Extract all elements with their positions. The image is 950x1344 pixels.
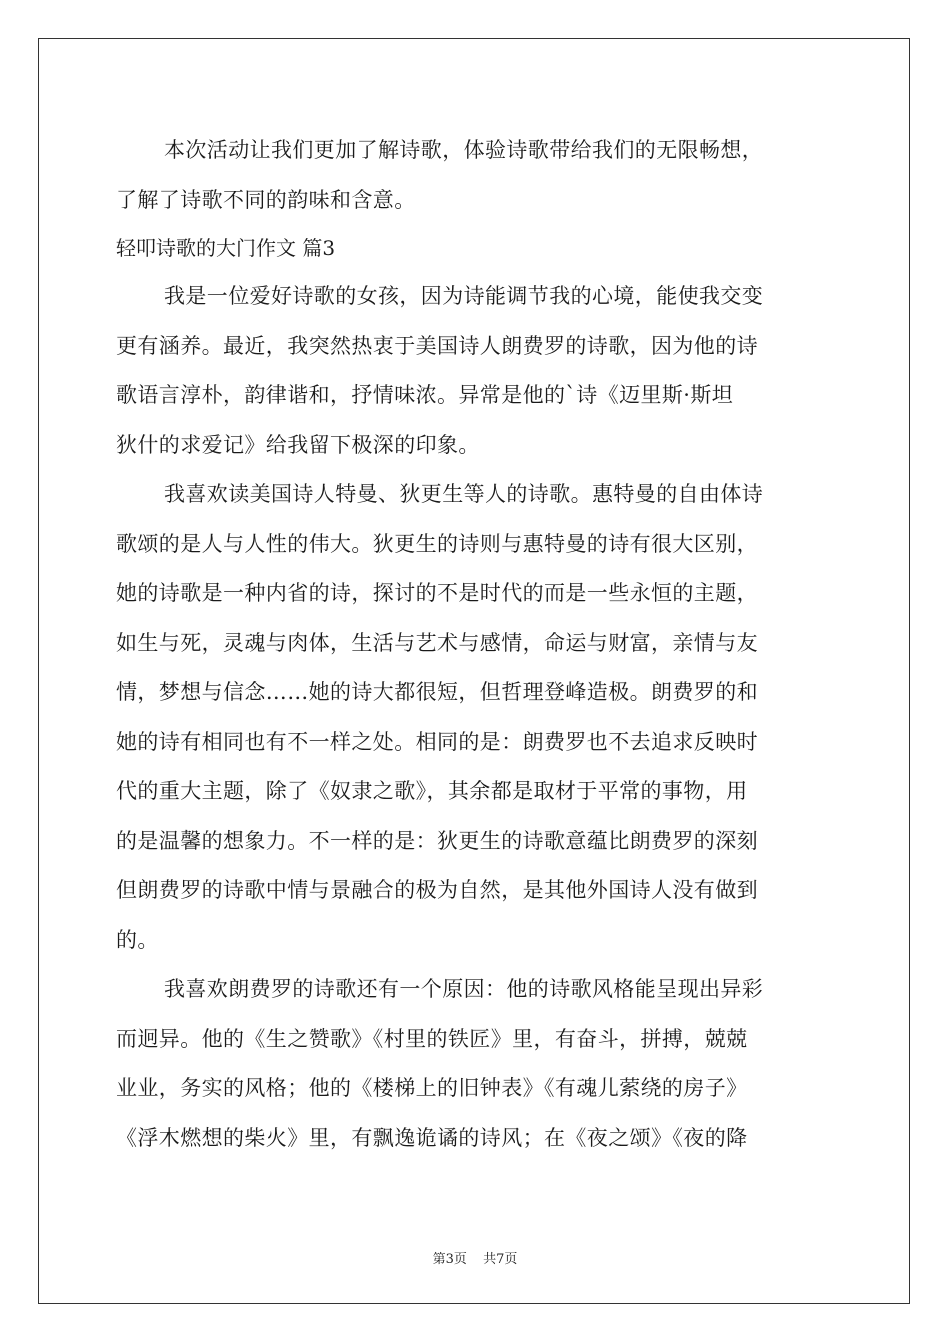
paragraph-line: 如生与死，灵魂与肉体，生活与艺术与感情，命运与财富，亲情与友 [116,630,758,655]
paragraph-line: 我喜欢朗费罗的诗歌还有一个原因：他的诗歌风格能呈现出异彩 [164,977,764,1001]
paragraph-line: 她的诗歌是一种内省的诗，探讨的不是时代的而是一些永恒的主题， [116,581,758,605]
paragraph-line: 而迥异。他的《生之赞歌》《村里的铁匠》里，有奋斗，拼搏，兢兢 [116,1026,748,1051]
page-number: 第3页 [432,1252,467,1267]
paragraph-line: 歌颂的是人与人性的伟大。狄更生的诗则与惠特曼的诗有很大区别， [116,531,758,556]
paragraph-line: 歌语言淳朴，韵律谐和，抒情味浓。异常是他的`诗《迈里斯·斯坦 [116,383,734,407]
paragraph-line: 的是温馨的想象力。不一样的是：狄更生的诗歌意蕴比朗费罗的深刻 [116,828,758,853]
paragraph-line: 的。 [116,927,159,952]
paragraph-line: 狄什的求爱记》给我留下极深的印象。 [116,432,480,457]
paragraph-line: 但朗费罗的诗歌中情与景融合的极为自然，是其他外国诗人没有做到 [116,878,758,902]
paragraph-line: 了解了诗歌不同的韵味和含意。 [116,187,416,212]
section-heading: 轻叩诗歌的大门作文 篇3 [116,236,336,260]
paragraph-line: 《浮木燃想的柴火》里，有飘逸诡谲的诗风；在《夜之颂》《夜的降 [116,1125,748,1150]
paragraph-line: 本次活动让我们更加了解诗歌，体验诗歌带给我们的无限畅想， [164,138,764,162]
page-footer [0,1248,950,1267]
page-total: 共7页 [483,1252,518,1267]
paragraph-line: 她的诗有相同也有不一样之处。相同的是：朗费罗也不去追求反映时 [116,729,758,754]
paragraph-line: 情，梦想与信念……她的诗大都很短，但哲理登峰造极。朗费罗的和 [116,680,758,704]
paragraph-line: 我是一位爱好诗歌的女孩，因为诗能调节我的心境，能使我交变 [164,284,764,308]
document-body [116,126,838,1163]
paragraph-line: 更有涵养。最近，我突然热衷于美国诗人朗费罗的诗歌，因为他的诗 [116,333,758,358]
paragraph-line: 代的重大主题，除了《奴隶之歌》，其余都是取材于平常的事物，用 [116,779,748,803]
paragraph-line: 业业，务实的风格；他的《楼梯上的旧钟表》《有魂儿萦绕的房子》 [116,1076,748,1100]
paragraph-line: 我喜欢读美国诗人特曼、狄更生等人的诗歌。惠特曼的自由体诗 [164,482,764,506]
